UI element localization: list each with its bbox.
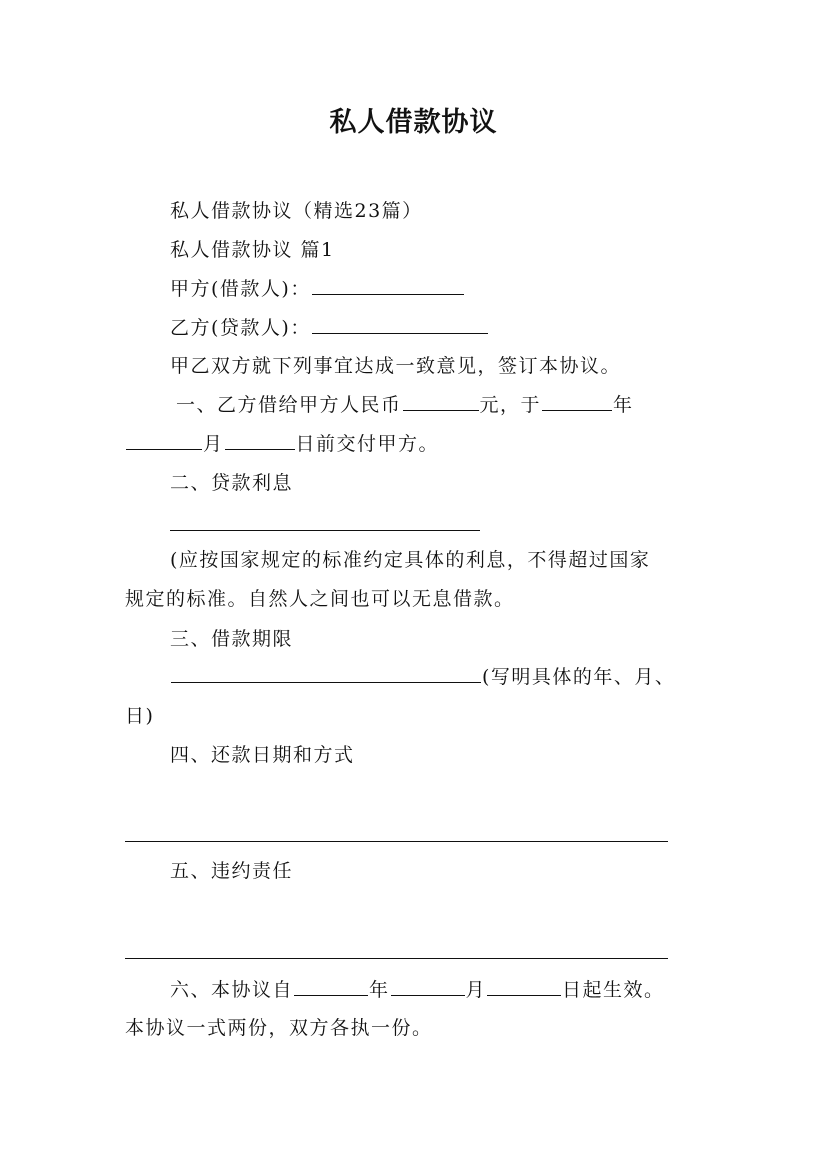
clause-5-heading: 五、违约责任 (170, 860, 294, 882)
effective-day-blank (487, 977, 561, 996)
lender-label: 乙方(贷款人)： (170, 317, 311, 339)
clause-1-line2: 月 日前交付甲方。 (125, 431, 705, 457)
clause-4-heading: 四、还款日期和方式 (170, 744, 355, 766)
effective-year-blank (294, 977, 368, 996)
day-blank (225, 431, 295, 450)
month-blank (126, 431, 202, 450)
year-blank (542, 392, 612, 411)
borrower-label: 甲方(借款人)： (170, 278, 311, 300)
interest-blank (170, 530, 480, 531)
clause-6-line1: 六、本协议自 年 月 日起生效。 (170, 979, 665, 1001)
term-blank (171, 664, 481, 683)
clause-2-heading: 二、贷款利息 (170, 472, 294, 494)
clause-6-line2: 本协议一式两份，双方各执一份。 (125, 1017, 433, 1039)
lender-blank (312, 315, 488, 334)
clause-3-term-line2: 日) (125, 705, 155, 727)
clause-1-line1: 一、乙方借给甲方人民币 元，于 年 (176, 394, 634, 416)
agreement-intro: 甲乙双方就下列事宜达成一致意见，签订本协议。 (170, 355, 622, 377)
borrower-blank (312, 276, 464, 295)
clause-2-note-line1: (应按国家规定的标准约定具体的利息，不得超过国家 (170, 549, 651, 571)
document-title: 私人借款协议 (329, 107, 498, 138)
effective-month-blank (391, 977, 465, 996)
section-heading: 私人借款协议 篇1 (170, 239, 335, 261)
clause-2-note-line2: 规定的标准。自然人之间也可以无息借款。 (125, 588, 515, 610)
lender-line (170, 315, 710, 341)
clause-3-term-line: (写明具体的年、月、 (170, 664, 710, 690)
clause-3-heading: 三、借款期限 (170, 628, 294, 650)
subtitle-line: 私人借款协议（精选23篇） (170, 200, 423, 222)
amount-blank (403, 392, 479, 411)
liability-blank (125, 958, 668, 959)
borrower-line (170, 276, 710, 302)
repayment-blank (125, 841, 668, 842)
